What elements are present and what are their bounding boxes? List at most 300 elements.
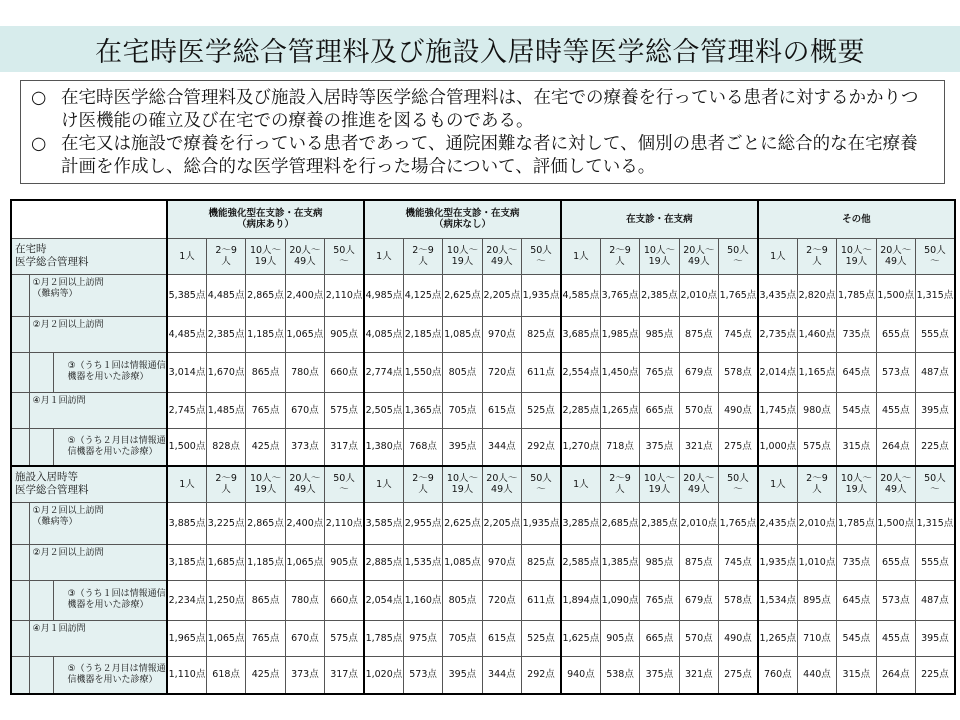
fee-value: 655点 <box>876 316 915 352</box>
row-spacer <box>11 544 29 580</box>
fee-value: 670点 <box>285 620 324 656</box>
label-line: ①月２回以上訪問 <box>32 505 104 516</box>
fee-value: 611点 <box>522 352 561 392</box>
label-line: 2～9 <box>806 245 828 256</box>
fee-value: 1,165点 <box>797 352 836 392</box>
fee-value: 3,765点 <box>600 274 639 316</box>
fee-value: 4,085点 <box>364 316 403 352</box>
fee-value: 490点 <box>719 392 758 428</box>
fee-value: 2,955点 <box>403 502 442 544</box>
label-line: ⑤（うち２月目は情報通 <box>67 435 166 446</box>
fee-value: 980点 <box>797 392 836 428</box>
size-header <box>482 466 521 502</box>
fee-value: 2,014点 <box>758 352 797 392</box>
label-line: 19人 <box>254 256 277 267</box>
fee-value: 665点 <box>640 620 679 656</box>
fee-value: 1,085点 <box>443 544 482 580</box>
label-line: 2～9 <box>609 473 631 485</box>
fee-value: 1,485点 <box>206 392 245 428</box>
label-line: 1人 <box>179 478 195 490</box>
row-label <box>29 392 167 428</box>
summary-item <box>31 133 932 179</box>
label-line: 1人 <box>376 478 392 490</box>
size-header <box>876 466 915 502</box>
label-line: 人 <box>812 484 822 496</box>
fee-value: 321点 <box>679 428 718 466</box>
label-line: 人 <box>221 256 231 267</box>
label-line: 機能強化型在支診・在支病 <box>208 208 323 220</box>
label-line: ③（うち１回は情報通信 <box>67 589 166 599</box>
fee-value: 1,765点 <box>719 502 758 544</box>
fee-value: 1,065点 <box>285 316 324 352</box>
row-label <box>29 274 167 316</box>
size-header <box>915 466 954 502</box>
label-line: 人 <box>221 484 231 496</box>
fee-value: 3,685点 <box>561 316 600 352</box>
row-spacer <box>11 620 29 656</box>
label-line: 50人 <box>333 245 355 256</box>
label-line: 2～9 <box>412 245 434 256</box>
fee-value: 970点 <box>482 316 521 352</box>
label-line: 2～9 <box>609 245 631 256</box>
row-spacer <box>29 352 53 392</box>
table-row <box>11 656 955 694</box>
fee-value: 2,010点 <box>679 502 718 544</box>
fee-value: 1,935点 <box>522 502 561 544</box>
label-line: 在宅時 <box>15 243 47 255</box>
fee-value: 2,385点 <box>206 316 245 352</box>
fee-value: 3,014点 <box>167 352 206 392</box>
label-line: 人 <box>615 256 625 267</box>
label-line: ①月２回以上訪問 <box>32 277 104 288</box>
fee-value: 1,550点 <box>403 352 442 392</box>
fee-value: 1,685点 <box>206 544 245 580</box>
bullet-icon: ○ <box>31 88 47 108</box>
label-line: 20人～ <box>683 245 715 256</box>
fee-value: 570点 <box>679 620 718 656</box>
label-line: ④月１回訪問 <box>32 623 86 634</box>
fee-value: 1,935点 <box>758 544 797 580</box>
row-spacer <box>11 428 29 466</box>
fee-value: 395点 <box>443 428 482 466</box>
size-header <box>758 466 797 502</box>
label-line: 19人 <box>451 256 474 267</box>
size-header <box>640 466 679 502</box>
fee-value: 5,385点 <box>167 274 206 316</box>
table-row <box>11 274 955 316</box>
fee-value: 1,160点 <box>403 580 442 620</box>
fee-value: 1,265点 <box>600 392 639 428</box>
label-line: 49人 <box>884 256 907 267</box>
fee-value: 573点 <box>403 656 442 694</box>
fee-value: 720点 <box>482 352 521 392</box>
summary-text: 在宅時医学総合管理料及び施設入居時等医学総合管理料は、在宅での療養を行っている患者に対するかかりつけ医機能の確立及び在宅での療養の推進を図るものである。 <box>61 88 919 131</box>
label-line: 49人 <box>688 256 710 267</box>
fee-value: 765点 <box>640 352 679 392</box>
label-line: 信機器を用いた診療） <box>67 446 158 457</box>
label-line: 施設入居時等 <box>15 471 78 484</box>
label-line: 10人～ <box>249 245 282 256</box>
fee-value: 525点 <box>522 620 561 656</box>
table-row <box>11 544 955 580</box>
label-line: 50人 <box>727 245 749 256</box>
fee-value: 575点 <box>797 428 836 466</box>
summary-box <box>20 80 945 184</box>
fee-value: 618点 <box>206 656 245 694</box>
label-line: 19人 <box>648 484 671 496</box>
fee-value: 578点 <box>719 352 758 392</box>
fee-value: 375点 <box>640 656 679 694</box>
fee-value: 705点 <box>443 620 482 656</box>
fee-value: 573点 <box>876 352 915 392</box>
size-header <box>679 238 718 274</box>
fee-value: 573点 <box>876 580 915 620</box>
size-header <box>364 238 403 274</box>
label-line: 10人～ <box>643 473 675 485</box>
fee-value: 1,785点 <box>364 620 403 656</box>
fee-value: 578点 <box>719 580 758 620</box>
size-header <box>719 238 758 274</box>
fee-value: 645点 <box>837 580 876 620</box>
label-line: 10人～ <box>840 245 872 256</box>
fee-value: 1,500点 <box>876 502 915 544</box>
fee-value: 4,585点 <box>561 274 600 316</box>
label-line: ～ <box>339 484 349 496</box>
fee-value: 4,125点 <box>403 274 442 316</box>
label-line: 1人 <box>770 478 786 490</box>
fee-value: 2,285点 <box>561 392 600 428</box>
fee-value: 3,285点 <box>561 502 600 544</box>
fee-value: 985点 <box>640 316 679 352</box>
fee-value: 2,435点 <box>758 502 797 544</box>
label-line: 19人 <box>648 256 671 267</box>
fee-value: 2,885点 <box>364 544 403 580</box>
label-line: 医学総合管理料 <box>15 256 89 268</box>
fee-value: 2,820点 <box>797 274 836 316</box>
size-header <box>482 238 521 274</box>
row-label <box>29 502 167 544</box>
fee-value: 538点 <box>600 656 639 694</box>
fee-value: 1,365点 <box>403 392 442 428</box>
fee-value: 780点 <box>285 580 324 620</box>
size-header <box>206 466 245 502</box>
label-line: ②月２回以上訪問 <box>32 319 104 330</box>
size-header <box>443 466 482 502</box>
label-line: 50人 <box>727 473 749 485</box>
fee-value: 975点 <box>403 620 442 656</box>
size-header <box>325 238 364 274</box>
fee-value: 1,250点 <box>206 580 245 620</box>
fee-value: 225点 <box>915 656 954 694</box>
fee-value: 1,625点 <box>561 620 600 656</box>
label-line: 19人 <box>845 256 868 267</box>
label-line: ～ <box>930 484 940 496</box>
fee-value: 425点 <box>246 656 285 694</box>
fee-value: 2,185点 <box>403 316 442 352</box>
label-line: 信機器を用いた診療） <box>67 674 158 685</box>
table-row <box>11 392 955 428</box>
fee-value: 395点 <box>915 620 954 656</box>
fee-value: 905点 <box>600 620 639 656</box>
fee-value: 555点 <box>915 316 954 352</box>
fee-value: 2,774点 <box>364 352 403 392</box>
size-header <box>364 466 403 502</box>
table-row <box>11 580 955 620</box>
row-label <box>53 428 167 466</box>
fee-value: 2,385点 <box>640 274 679 316</box>
fee-value: 615点 <box>482 620 521 656</box>
fee-value: 2,685点 <box>600 502 639 544</box>
fee-value: 1,020点 <box>364 656 403 694</box>
fee-value: 765点 <box>246 392 285 428</box>
title-bar <box>0 26 960 72</box>
fee-value: 645点 <box>837 352 876 392</box>
size-header <box>679 466 718 502</box>
group-header <box>758 200 955 238</box>
row-spacer <box>11 656 29 694</box>
label-line: 医学総合管理料 <box>15 484 89 497</box>
fee-value: 317点 <box>325 428 364 466</box>
fee-value: 735点 <box>837 544 876 580</box>
size-header <box>167 238 206 274</box>
fee-value: 1,110点 <box>167 656 206 694</box>
fee-value: 2,400点 <box>285 502 324 544</box>
fee-value: 2,865点 <box>246 274 285 316</box>
fee-value: 3,885点 <box>167 502 206 544</box>
fee-value: 1,894点 <box>561 580 600 620</box>
fee-value: 679点 <box>679 352 718 392</box>
size-header <box>915 238 954 274</box>
size-header <box>600 238 639 274</box>
section-title <box>11 238 167 274</box>
label-line: 2～9 <box>806 473 828 485</box>
row-spacer <box>29 656 53 694</box>
fee-value: 3,585点 <box>364 502 403 544</box>
row-spacer <box>11 502 29 544</box>
label-line: 50人 <box>333 473 355 485</box>
summary-text: 在宅又は施設で療養を行っている患者であって、通院困難な者に対して、個別の患者ごとに総合的な在宅療養計画を作成し、総合的な医学管理料を行った場合について、評価している。 <box>61 134 918 177</box>
fee-value: 660点 <box>325 580 364 620</box>
label-line: （病床あり） <box>237 219 295 231</box>
fee-value: 611点 <box>522 580 561 620</box>
group-header <box>561 200 758 238</box>
fee-value: 275点 <box>719 656 758 694</box>
size-header <box>797 238 836 274</box>
fee-value: 315点 <box>837 656 876 694</box>
fee-value: 679点 <box>679 580 718 620</box>
fee-value: 375点 <box>640 428 679 466</box>
fee-value: 3,225点 <box>206 502 245 544</box>
size-header <box>443 238 482 274</box>
label-line: 2～9 <box>412 473 434 485</box>
label-line: ～ <box>536 256 546 267</box>
fee-value: 2,400点 <box>285 274 324 316</box>
fee-value: 710点 <box>797 620 836 656</box>
row-label <box>29 544 167 580</box>
size-header <box>561 466 600 502</box>
fee-value: 905点 <box>325 544 364 580</box>
group-header-row <box>11 200 955 238</box>
fee-value: 2,010点 <box>797 502 836 544</box>
label-line: 20人～ <box>486 473 518 485</box>
table-row <box>11 502 955 544</box>
row-spacer <box>29 428 53 466</box>
fee-value: 264点 <box>876 428 915 466</box>
fee-value: 1,745点 <box>758 392 797 428</box>
size-header <box>285 238 324 274</box>
fee-value: 1,090点 <box>600 580 639 620</box>
fee-value: 455点 <box>876 620 915 656</box>
label-line: 10人～ <box>446 473 478 485</box>
size-header <box>522 238 561 274</box>
size-header <box>837 238 876 274</box>
label-line: 19人 <box>845 484 868 496</box>
fee-value: 670点 <box>285 392 324 428</box>
fee-value: 264点 <box>876 656 915 694</box>
section-title <box>11 466 167 502</box>
section-header-row <box>11 466 955 502</box>
size-header <box>719 466 758 502</box>
label-line: 人 <box>418 484 428 496</box>
label-line: 機器を用いた診療） <box>67 372 149 382</box>
label-line: ⑤（うち２月目は情報通 <box>67 663 166 674</box>
label-line: 2～9 <box>215 245 237 256</box>
label-line: 10人～ <box>643 245 675 256</box>
fee-value: 1,085点 <box>443 316 482 352</box>
fee-value: 4,485点 <box>167 316 206 352</box>
summary-item <box>31 87 932 133</box>
label-line: 50人 <box>530 245 552 256</box>
fee-value: 1,535点 <box>403 544 442 580</box>
fee-value: 321点 <box>679 656 718 694</box>
fee-value: 2,865点 <box>246 502 285 544</box>
row-spacer <box>11 274 29 316</box>
label-line: 1人 <box>573 478 589 490</box>
size-header <box>561 238 600 274</box>
fee-value: 1,965点 <box>167 620 206 656</box>
label-line: 50人 <box>924 473 946 485</box>
fee-value: 985点 <box>640 544 679 580</box>
fee-value: 1,185点 <box>246 544 285 580</box>
label-line: 49人 <box>491 256 513 267</box>
row-label <box>53 580 167 620</box>
size-header <box>876 238 915 274</box>
label-line: 20人～ <box>683 473 715 485</box>
label-line: ④月１回訪問 <box>32 395 86 406</box>
fee-value: 745点 <box>719 316 758 352</box>
fee-value: 905点 <box>325 316 364 352</box>
fee-value: 2,110点 <box>325 274 364 316</box>
fee-value: 825点 <box>522 316 561 352</box>
fee-value: 1,785点 <box>837 502 876 544</box>
fee-value: 487点 <box>915 352 954 392</box>
fee-value: 765点 <box>640 580 679 620</box>
fee-value: 1,935点 <box>522 274 561 316</box>
fee-value: 2,054点 <box>364 580 403 620</box>
row-label <box>29 316 167 352</box>
label-line: 49人 <box>294 256 316 267</box>
fee-value: 575点 <box>325 392 364 428</box>
fee-value: 1,315点 <box>915 274 954 316</box>
label-line: 1人 <box>179 250 195 262</box>
fee-value: 720点 <box>482 580 521 620</box>
label-line: 20人～ <box>289 245 321 256</box>
fee-value: 2,625点 <box>443 274 482 316</box>
fee-value: 425点 <box>246 428 285 466</box>
section-header-row <box>11 238 955 274</box>
size-header <box>325 466 364 502</box>
label-line: 49人 <box>491 484 513 496</box>
fee-value: 735点 <box>837 316 876 352</box>
label-line: 機器を用いた診療） <box>67 600 149 610</box>
fee-value: 315点 <box>837 428 876 466</box>
fee-value: 875点 <box>679 316 718 352</box>
fee-value: 2,625点 <box>443 502 482 544</box>
label-line: （病床なし） <box>433 219 491 231</box>
fee-value: 1,265点 <box>758 620 797 656</box>
fee-value: 575点 <box>325 620 364 656</box>
label-line: 50人 <box>530 473 552 485</box>
fee-value: 825点 <box>522 544 561 580</box>
label-line: 50人 <box>924 245 946 256</box>
size-header <box>600 466 639 502</box>
bullet-icon: ○ <box>31 134 47 154</box>
fee-value: 665点 <box>640 392 679 428</box>
fee-value: 1,534点 <box>758 580 797 620</box>
label-line: 1人 <box>770 250 786 262</box>
fee-value: 1,765点 <box>719 274 758 316</box>
table-row <box>11 428 955 466</box>
label-line: 49人 <box>688 484 710 496</box>
fee-value: 768点 <box>403 428 442 466</box>
fee-value: 828点 <box>206 428 245 466</box>
fee-value: 490点 <box>719 620 758 656</box>
size-header <box>206 238 245 274</box>
fee-value: 1,670点 <box>206 352 245 392</box>
fee-value: 1,985点 <box>600 316 639 352</box>
label-line: ～ <box>733 256 743 267</box>
fee-value: 317点 <box>325 656 364 694</box>
fee-value: 373点 <box>285 656 324 694</box>
size-header <box>640 238 679 274</box>
fee-value: 2,385点 <box>640 502 679 544</box>
fee-value: 1,385点 <box>600 544 639 580</box>
label-line: 20人～ <box>880 473 912 485</box>
size-header <box>403 238 442 274</box>
fee-value: 865点 <box>246 580 285 620</box>
fee-value: 2,745点 <box>167 392 206 428</box>
fee-value: 2,234点 <box>167 580 206 620</box>
label-line: ～ <box>536 484 546 496</box>
row-spacer <box>29 580 53 620</box>
row-spacer <box>11 352 29 392</box>
size-header <box>246 466 285 502</box>
fee-value: 660点 <box>325 352 364 392</box>
fee-value: 1,000点 <box>758 428 797 466</box>
table-row <box>11 620 955 656</box>
fee-value: 760点 <box>758 656 797 694</box>
row-spacer <box>11 580 29 620</box>
label-line: 20人～ <box>880 245 912 256</box>
fee-value: 1,785点 <box>837 274 876 316</box>
label-line: 49人 <box>294 484 316 496</box>
fee-value: 655点 <box>876 544 915 580</box>
size-header <box>167 466 206 502</box>
fee-value: 545点 <box>837 392 876 428</box>
corner-cell <box>11 200 167 238</box>
fee-value: 395点 <box>443 656 482 694</box>
fee-value: 718点 <box>600 428 639 466</box>
